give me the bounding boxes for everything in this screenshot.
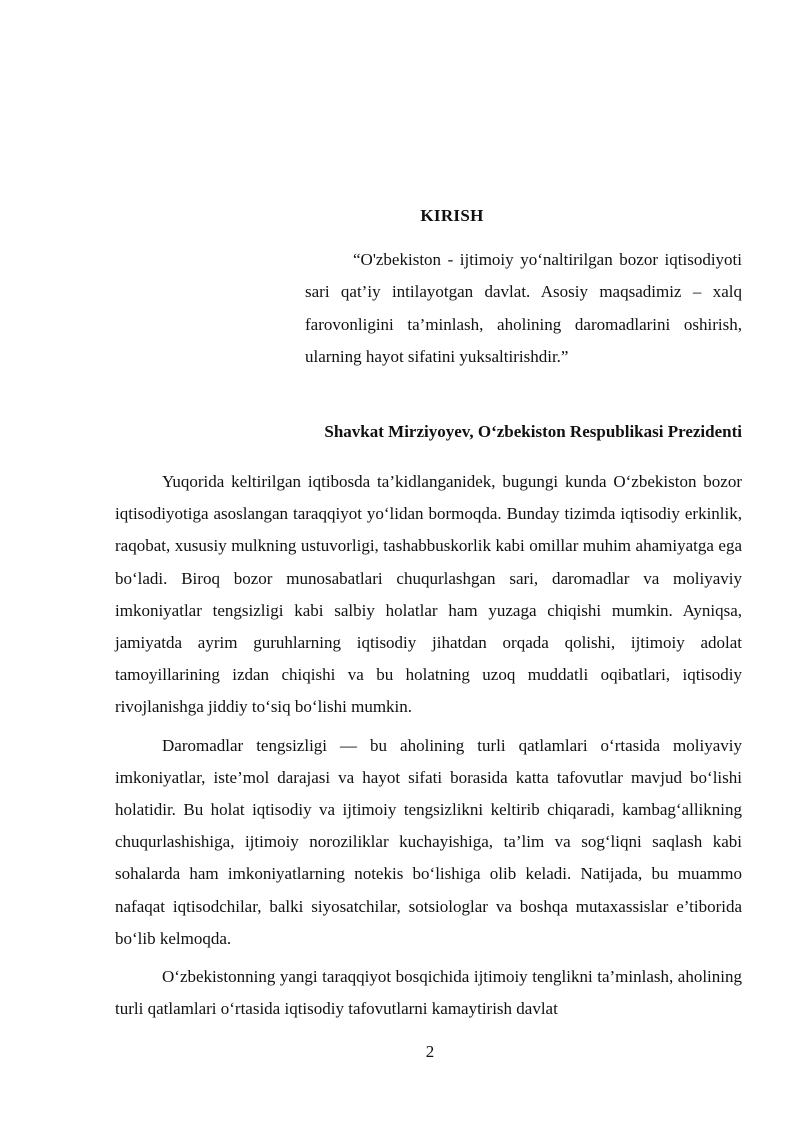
- paragraph-2: Daromadlar tengsizligi — bu aholining turli qatlamlari o‘rtasida moliyaviy imkoniyatlar, iste’mol darajasi va hayot sifati borasida katta tafovutlar mavjud bo‘lishi holatidir. Bu holat iqtisodiy va ijtimoiy tengsizlikni keltirib chiqaradi, kambag‘allikning chuqurlashishiga, ijtimoiy noroziliklar kuchayishiga, ta’lim va sog‘liqni saqlash kabi sohalarda ham imkoniyatlarning notekis bo‘lishiga olib keladi. Natijada, bu muammo nafaqat iqtisodchilar, balki siyosatchilar, sotsiologlar va boshqa mutaxassislar e’tiborida bo‘lib kelmoqda.: [115, 735, 742, 948]
- epigraph-quote: “O'zbekiston - ijtimoiy yo‘naltirilgan bozor iqtisodiyoti sari qat’iy intilayotgan davlat. Asosiy maqsadimiz – xalq farovonligini ta’minlash, aholining daromadlarini oshirish, ularning hayot sifatini yuksaltirishdir.”: [305, 250, 742, 367]
- paragraph-3: O‘zbekistonning yangi taraqqiyot bosqichida ijtimoiy tenglikni ta’minlash, aholining turli qatlamlari o‘rtasida iqtisodiy tafovutlarni kamaytirish davlat: [115, 967, 742, 1019]
- page-number: 2: [425, 1042, 435, 1061]
- epigraph-attribution: Shavkat Mirziyoyev, O‘zbekiston Respublikasi Prezidenti: [324, 422, 742, 441]
- paragraph-1: Yuqorida keltirilgan iqtibosda ta’kidlanganidek, bugungi kunda O‘zbekiston bozor iqtisodiyotiga asoslangan taraqqiyot yo‘lidan bormoqda. Bunday tizimda iqtisodiy erkinlik, raqobat, xususiy mulkning ustuvorligi, tashabbuskorlik kabi omillar muhim ahamiyatga ega bo‘ladi. Biroq bozor munosabatlari chuqurlashgan sari, daromadlar va moliyaviy imkoniyatlar tengsizligi kabi salbiy holatlar ham yuzaga chiqishi mumkin. Ayniqsa, jamiyatda ayrim guruhlarning iqtisodiy jihatdan orqada qolishi, ijtimoiy adolat tamoyillarining izdan chiqishi va bu holatning uzoq muddatli oqibatlari, iqtisodiy rivojlanishga jiddiy to‘siq bo‘lishi mumkin.: [115, 472, 742, 717]
- body-text: [115, 466, 742, 1031]
- section-heading: KIRISH: [420, 206, 484, 225]
